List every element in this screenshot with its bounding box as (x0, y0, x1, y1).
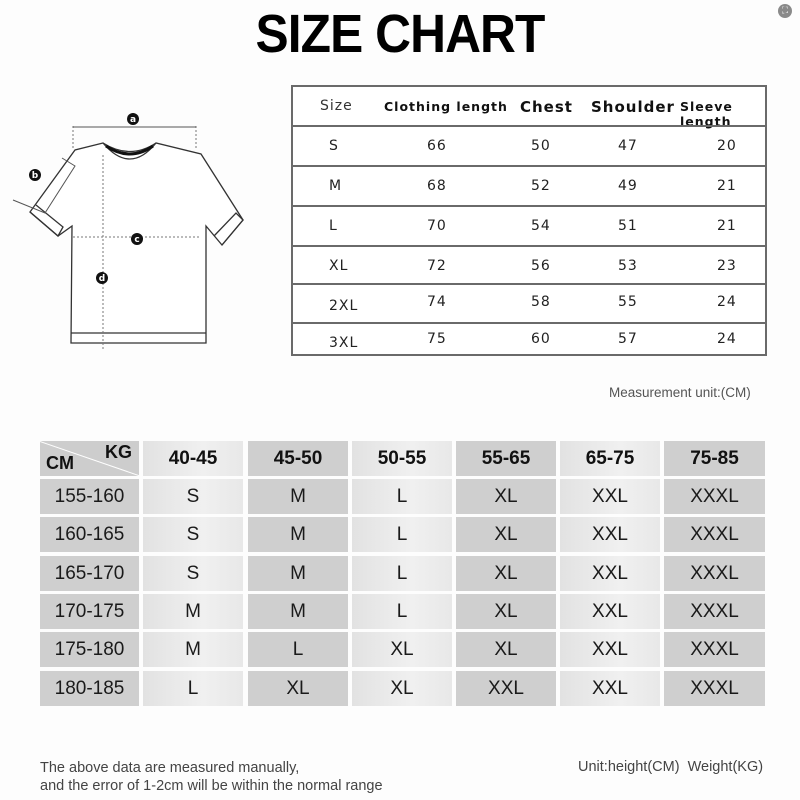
marker-a: a (129, 115, 137, 125)
size-cell: XXL (560, 479, 660, 514)
header-sleeve-length: Sleeve length (680, 99, 733, 129)
tshirt-diagram (8, 108, 258, 358)
header-chest: Chest (520, 98, 573, 116)
value-cell: 49 (618, 178, 638, 194)
value-cell: 60 (531, 331, 551, 347)
size-cell: XL (248, 671, 348, 706)
size-cell: XXXL (664, 479, 765, 514)
height-cell: 170-175 (40, 594, 139, 629)
size-cell: S (143, 517, 243, 552)
size-cell: XL (329, 258, 349, 274)
size-cell: 3XL (329, 335, 359, 351)
value-cell: 54 (531, 218, 551, 234)
size-cell: XL (456, 517, 556, 552)
size-cell: M (248, 517, 348, 552)
page-title: SIZE CHART (255, 4, 545, 64)
size-cell: XXL (456, 671, 556, 706)
size-cell: XXL (560, 671, 660, 706)
value-cell: 68 (427, 178, 447, 194)
size-cell: XXL (560, 556, 660, 591)
measurement-row (293, 125, 765, 165)
size-cell: XXL (560, 594, 660, 629)
marker-d: d (98, 274, 106, 284)
size-cell: XXXL (664, 556, 765, 591)
value-cell: 24 (717, 294, 737, 310)
grid-corner-cell (40, 441, 139, 476)
header-clothing-length: Clothing length (384, 99, 508, 114)
measurement-header-row (293, 87, 765, 129)
size-cell: XXXL (664, 632, 765, 667)
measurement-disclaimer (40, 759, 383, 795)
size-cell: XL (456, 479, 556, 514)
measurement-table (291, 85, 767, 356)
value-cell: 66 (427, 138, 447, 154)
measurement-row (293, 322, 765, 358)
value-cell: 52 (531, 178, 551, 194)
value-cell: 51 (618, 218, 638, 234)
size-cell: M (143, 632, 243, 667)
value-cell: 56 (531, 258, 551, 274)
size-cell: XL (456, 594, 556, 629)
size-cell: L (352, 517, 452, 552)
value-cell: 21 (717, 218, 737, 234)
value-cell: 58 (531, 294, 551, 310)
value-cell: 47 (618, 138, 638, 154)
size-cell: M (248, 594, 348, 629)
header-shoulder: Shoulder (591, 98, 675, 116)
measurement-row (293, 283, 765, 323)
measurement-row (293, 205, 765, 245)
measurement-row (293, 165, 765, 205)
value-cell: 20 (717, 138, 737, 154)
header-size: Size (320, 98, 353, 114)
measurement-row (293, 245, 765, 285)
size-cell: XXXL (664, 671, 765, 706)
size-cell: XL (456, 556, 556, 591)
size-cell: XXXL (664, 517, 765, 552)
size-cell: M (143, 594, 243, 629)
weight-header: 45-50 (248, 441, 348, 476)
value-cell: 72 (427, 258, 447, 274)
weight-header: 65-75 (560, 441, 660, 476)
size-cell: XXL (560, 632, 660, 667)
size-cell: S (329, 138, 339, 154)
value-cell: 24 (717, 331, 737, 347)
value-cell: 23 (717, 258, 737, 274)
height-cell: 155-160 (40, 479, 139, 514)
weight-header: 50-55 (352, 441, 452, 476)
scan-icon[interactable]: ⛶ (778, 4, 792, 18)
size-cell: S (143, 556, 243, 591)
weight-header: 55-65 (456, 441, 556, 476)
value-cell: 74 (427, 294, 447, 310)
height-cell: 180-185 (40, 671, 139, 706)
value-cell: 55 (618, 294, 638, 310)
marker-b: b (31, 171, 39, 181)
value-cell: 57 (618, 331, 638, 347)
size-cell: L (352, 594, 452, 629)
grid-unit-note: Unit:height(CM) Weight(KG) (578, 759, 764, 775)
weight-axis-label: KG (105, 442, 132, 462)
size-cell: L (329, 218, 338, 234)
size-cell: M (329, 178, 343, 194)
size-cell: L (352, 479, 452, 514)
size-cell: S (143, 479, 243, 514)
value-cell: 21 (717, 178, 737, 194)
value-cell: 75 (427, 331, 447, 347)
height-cell: 175-180 (40, 632, 139, 667)
measurement-unit-note: Measurement unit:(CM) (609, 385, 751, 400)
height-cell: 165-170 (40, 556, 139, 591)
disclaimer-line-2: and the error of 1-2cm will be within the normal range (40, 778, 383, 794)
height-axis-label: CM (46, 453, 74, 473)
marker-c: c (134, 235, 140, 245)
size-cell: L (143, 671, 243, 706)
weight-header: 75-85 (664, 441, 765, 476)
size-cell: M (248, 479, 348, 514)
disclaimer-line-1: The above data are measured manually, (40, 760, 300, 776)
size-cell: XL (456, 632, 556, 667)
size-cell: XXL (560, 517, 660, 552)
value-cell: 70 (427, 218, 447, 234)
size-cell: L (352, 556, 452, 591)
size-cell: M (248, 556, 348, 591)
size-cell: XL (352, 632, 452, 667)
size-cell: XL (352, 671, 452, 706)
size-cell: L (248, 632, 348, 667)
value-cell: 50 (531, 138, 551, 154)
size-cell: 2XL (329, 298, 359, 314)
value-cell: 53 (618, 258, 638, 274)
height-cell: 160-165 (40, 517, 139, 552)
weight-header: 40-45 (143, 441, 243, 476)
size-cell: XXXL (664, 594, 765, 629)
